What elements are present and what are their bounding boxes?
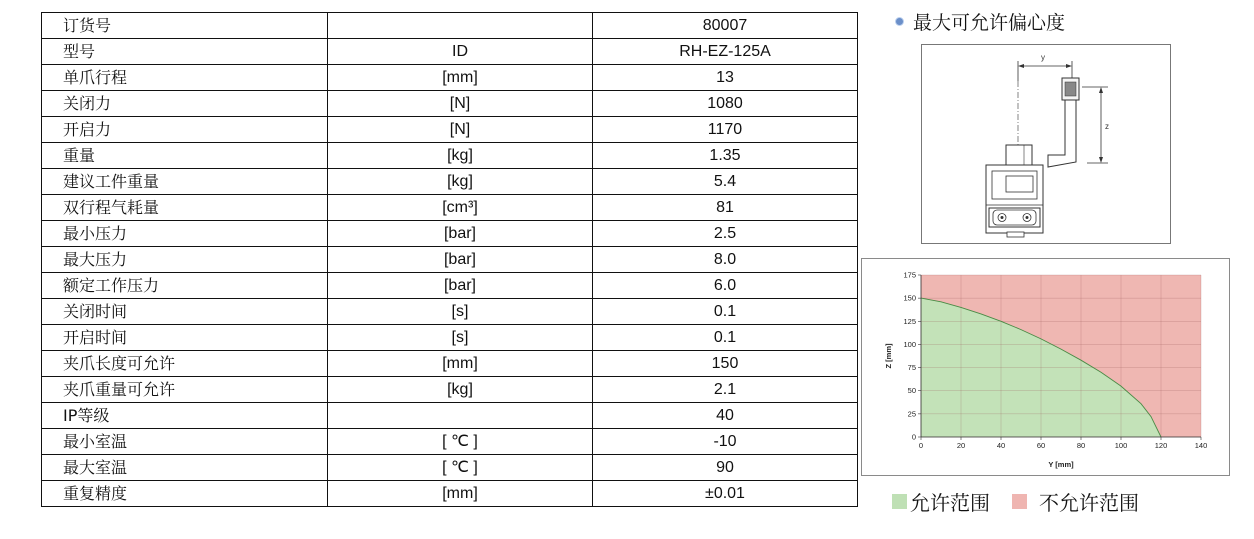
param-name-cell: 关闭力 xyxy=(42,91,328,117)
y-tick-label: 75 xyxy=(907,363,916,373)
value-cell: 5.4 xyxy=(593,169,858,195)
table-row xyxy=(42,65,858,91)
param-name-cell: 重量 xyxy=(42,143,328,169)
table-row xyxy=(42,195,858,221)
x-axis-label: Y [mm] xyxy=(1048,460,1074,469)
value-cell: -10 xyxy=(593,429,858,455)
legend-not-allowed-label: 不允许范围 xyxy=(1039,491,1139,515)
value-cell: 1080 xyxy=(593,91,858,117)
param-name-cell: 夹爪长度可允许 xyxy=(42,351,328,377)
value-cell: ±0.01 xyxy=(593,481,858,507)
table-row xyxy=(42,325,858,351)
table-row xyxy=(42,117,858,143)
x-tick-label: 0 xyxy=(918,441,924,450)
table-row xyxy=(42,39,858,65)
unit-cell: [s] xyxy=(328,299,593,325)
y-tick-label: 0 xyxy=(911,432,916,442)
unit-cell: [ ℃ ] xyxy=(328,429,593,455)
table-row xyxy=(42,351,858,377)
unit-cell: [mm] xyxy=(328,351,593,377)
param-name-cell: 开启力 xyxy=(42,117,328,143)
chart-svg xyxy=(862,259,1229,475)
drawing-label-y: y xyxy=(1041,53,1045,62)
value-cell: 0.1 xyxy=(593,325,858,351)
drawing-label-z: z xyxy=(1105,122,1109,131)
table-row xyxy=(42,481,858,507)
spec-table xyxy=(41,12,858,507)
unit-cell: [kg] xyxy=(328,143,593,169)
value-cell: 40 xyxy=(593,403,858,429)
param-name-cell: IP等级 xyxy=(42,403,328,429)
param-name-cell: 订货号 xyxy=(42,13,328,39)
unit-cell: [N] xyxy=(328,91,593,117)
param-name-cell: 最大压力 xyxy=(42,247,328,273)
value-cell: 81 xyxy=(593,195,858,221)
unit-cell xyxy=(328,403,593,429)
unit-cell: [ ℃ ] xyxy=(328,455,593,481)
table-row xyxy=(42,377,858,403)
param-name-cell: 夹爪重量可允许 xyxy=(42,377,328,403)
value-cell: 13 xyxy=(593,65,858,91)
unit-cell: [kg] xyxy=(328,169,593,195)
value-cell: RH-EZ-125A xyxy=(593,39,858,65)
value-cell: 90 xyxy=(593,455,858,481)
gripper-drawing-icon xyxy=(922,45,1170,243)
unit-cell: [mm] xyxy=(328,481,593,507)
param-name-cell: 最小压力 xyxy=(42,221,328,247)
value-cell: 80007 xyxy=(593,13,858,39)
param-name-cell: 关闭时间 xyxy=(42,299,328,325)
table-row xyxy=(42,429,858,455)
y-axis-label: Z [mm] xyxy=(884,343,893,369)
y-tick-label: 25 xyxy=(907,409,916,419)
table-row xyxy=(42,169,858,195)
x-tick-label: 60 xyxy=(1036,441,1046,450)
y-tick-label: 175 xyxy=(903,270,916,280)
table-row xyxy=(42,247,858,273)
legend-not-allowed-swatch xyxy=(1012,494,1027,509)
unit-cell: [bar] xyxy=(328,221,593,247)
value-cell: 1170 xyxy=(593,117,858,143)
y-tick-label: 150 xyxy=(903,293,916,303)
table-row xyxy=(42,13,858,39)
param-name-cell: 双行程气耗量 xyxy=(42,195,328,221)
table-row xyxy=(42,221,858,247)
value-cell: 150 xyxy=(593,351,858,377)
unit-cell: [cm³] xyxy=(328,195,593,221)
x-tick-label: 20 xyxy=(956,441,966,450)
section-title-text: 最大可允许偏心度 xyxy=(913,12,1066,34)
x-tick-label: 140 xyxy=(1194,441,1208,450)
x-tick-label: 100 xyxy=(1114,441,1128,450)
value-cell: 1.35 xyxy=(593,143,858,169)
chart-legend xyxy=(892,487,1139,516)
legend-allowed-swatch xyxy=(892,494,907,509)
param-name-cell: 单爪行程 xyxy=(42,65,328,91)
unit-cell: [s] xyxy=(328,325,593,351)
value-cell: 8.0 xyxy=(593,247,858,273)
param-name-cell: 建议工件重量 xyxy=(42,169,328,195)
eccentricity-drawing xyxy=(921,44,1171,244)
y-tick-label: 50 xyxy=(907,386,916,396)
eccentricity-chart xyxy=(861,258,1230,476)
unit-cell: ID xyxy=(328,39,593,65)
table-row xyxy=(42,273,858,299)
section-title xyxy=(896,8,1065,35)
unit-cell: [bar] xyxy=(328,247,593,273)
param-name-cell: 最大室温 xyxy=(42,455,328,481)
x-tick-label: 40 xyxy=(996,441,1006,450)
unit-cell: [kg] xyxy=(328,377,593,403)
unit-cell xyxy=(328,13,593,39)
param-name-cell: 重复精度 xyxy=(42,481,328,507)
unit-cell: [N] xyxy=(328,117,593,143)
value-cell: 2.1 xyxy=(593,377,858,403)
param-name-cell: 额定工作压力 xyxy=(42,273,328,299)
table-row xyxy=(42,299,858,325)
y-tick-label: 100 xyxy=(903,339,916,349)
param-name-cell: 开启时间 xyxy=(42,325,328,351)
unit-cell: [mm] xyxy=(328,65,593,91)
unit-cell: [bar] xyxy=(328,273,593,299)
x-tick-label: 120 xyxy=(1154,441,1168,450)
value-cell: 0.1 xyxy=(593,299,858,325)
table-row xyxy=(42,91,858,117)
param-name-cell: 最小室温 xyxy=(42,429,328,455)
table-row xyxy=(42,455,858,481)
param-name-cell: 型号 xyxy=(42,39,328,65)
value-cell: 2.5 xyxy=(593,221,858,247)
bullet-icon xyxy=(896,18,903,25)
legend-allowed-label: 允许范围 xyxy=(910,491,990,515)
value-cell: 6.0 xyxy=(593,273,858,299)
table-row xyxy=(42,143,858,169)
x-tick-label: 80 xyxy=(1076,441,1086,450)
y-tick-label: 125 xyxy=(903,316,916,326)
table-row xyxy=(42,403,858,429)
